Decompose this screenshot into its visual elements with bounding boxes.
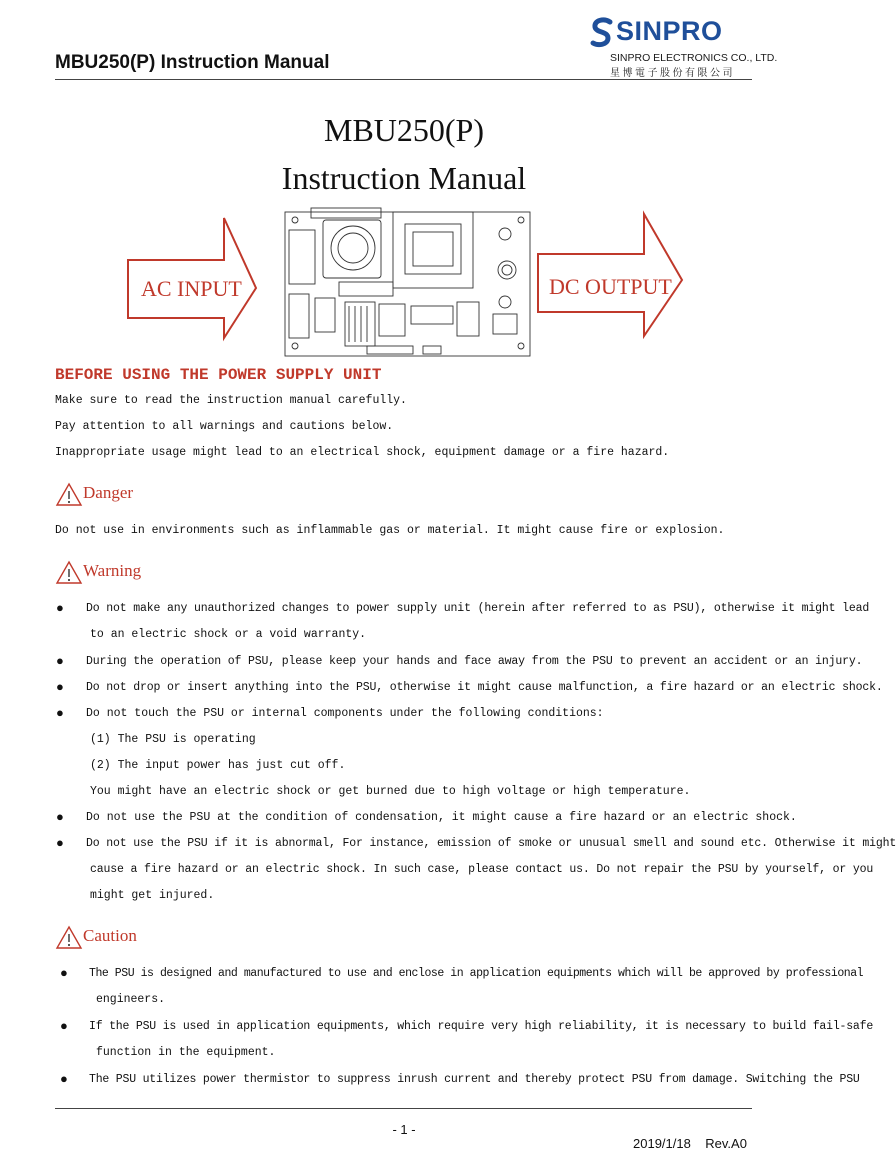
main-title-model: MBU250(P) <box>323 112 484 148</box>
logo-company-en: SINPRO ELECTRONICS CO., LTD. <box>610 52 778 64</box>
warning-b6-line3: might get injured. <box>90 889 215 902</box>
caution-b1-line1: The PSU is designed and manufactured to use and enclose in application equipments which will be approved by professional <box>89 967 864 980</box>
logo-wordmark: SINPRO <box>616 16 723 46</box>
sinpro-logo-icon <box>590 18 614 48</box>
psu-board-illustration <box>283 206 533 360</box>
warning-b1-line2: to an electric shock or a void warranty. <box>90 628 367 641</box>
bullet-icon: ● <box>60 1071 68 1086</box>
warning-icon <box>55 560 83 585</box>
caution-icon <box>55 925 83 950</box>
warning-b4-line2: (1) The PSU is operating <box>90 733 256 746</box>
bullet-icon: ● <box>56 679 64 694</box>
ac-input-label: AC INPUT <box>141 276 242 301</box>
before-line-1: Make sure to read the instruction manual carefully. <box>55 394 407 407</box>
bullet-icon: ● <box>56 705 64 720</box>
header-title: MBU250(P) Instruction Manual <box>55 52 330 73</box>
warning-b3: Do not drop or insert anything into the PSU, otherwise it might cause malfunction, a fire hazard or an electric shock. <box>86 681 883 694</box>
warning-b6-line1: Do not use the PSU if it is abnormal, For instance, emission of smoke or unusual smell and sound etc. Otherwise it might <box>86 837 896 850</box>
bullet-icon: ● <box>60 965 68 980</box>
caution-b2-line2: function in the equipment. <box>96 1046 276 1059</box>
bullet-icon: ● <box>56 809 64 824</box>
footer-divider <box>55 1108 752 1109</box>
footer-date-revision: 2019/1/18 Rev.A0 <box>633 1136 747 1151</box>
bullet-icon: ● <box>56 653 64 668</box>
dc-output-label: DC OUTPUT <box>549 274 672 299</box>
warning-b6-line2: cause a fire hazard or an electric shock. In such case, please contact us. Do not repair the PSU by yourself, or you <box>90 863 874 876</box>
warning-b4-line4: You might have an electric shock or get burned due to high voltage or high temperature. <box>90 785 691 798</box>
bullet-icon: ● <box>60 1018 68 1033</box>
warning-b2: During the operation of PSU, please keep your hands and face away from the PSU to prevent an accident or an injury. <box>86 655 863 668</box>
caution-b2-line1: If the PSU is used in application equipments, which require very high reliability, it is necessary to build fail-safe <box>89 1020 874 1033</box>
main-title-manual: Instruction Manual <box>281 160 527 196</box>
warning-b4-line3: (2) The input power has just cut off. <box>90 759 346 772</box>
warning-b4-line1: Do not touch the PSU or internal components under the following conditions: <box>86 707 604 720</box>
bullet-icon: ● <box>56 600 64 615</box>
before-heading: BEFORE USING THE POWER SUPPLY UNIT <box>55 366 382 384</box>
company-logo <box>588 16 778 79</box>
warning-b5: Do not use the PSU at the condition of condensation, it might cause a fire hazard or an electric shock. <box>86 811 797 824</box>
page-number: - 1 - <box>392 1122 416 1137</box>
danger-warning-icon <box>55 482 83 507</box>
warning-b1-line1: Do not make any unauthorized changes to power supply unit (herein after referred to as PSU), otherwise it might lead <box>86 602 870 615</box>
danger-heading: Danger <box>83 483 134 502</box>
danger-text: Do not use in environments such as inflammable gas or material. It might cause fire or explosion. <box>55 524 725 537</box>
logo-company-cn: 星博電子股份有限公司 <box>610 68 735 79</box>
caution-b1-line2: engineers. <box>96 993 166 1006</box>
warning-heading: Warning <box>83 561 142 580</box>
header-divider <box>55 79 752 80</box>
before-line-2: Pay attention to all warnings and cautions below. <box>55 420 394 433</box>
caution-b3-line1: The PSU utilizes power thermistor to suppress inrush current and thereby protect PSU from damage. Switching the PSU <box>89 1073 860 1086</box>
before-line-3: Inappropriate usage might lead to an electrical shock, equipment damage or a fire hazard. <box>55 446 670 459</box>
caution-heading: Caution <box>83 926 137 945</box>
bullet-icon: ● <box>56 835 64 850</box>
